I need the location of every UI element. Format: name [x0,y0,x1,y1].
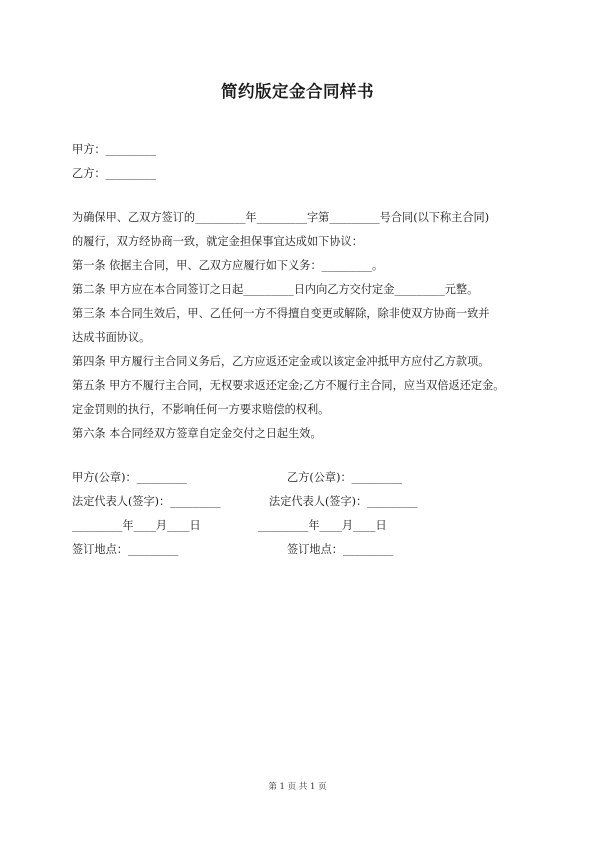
clause-2: 第二条 甲方应在本合同签订之日起_________日内向乙方交付定金_________元整。 [72,283,479,296]
body-line: 的履行，双方经协商一致，就定金担保事宜达成如下协议： [72,235,363,248]
clause-5-cont: 定金罚则的执行，不影响任何一方要求赔偿的权利。 [72,403,330,416]
clause-6: 第六条 本合同经双方签章自定金交付之日起生效。 [72,427,322,440]
party-b-line: 乙方：_________ [72,167,156,180]
clause-4: 第四条 甲方履行主合同义务后，乙方应返还定金或以该定金冲抵甲方应付乙方款项。 [72,355,490,368]
clause-3-cont: 达成书面协议。 [72,331,151,344]
party-a-place: 签订地点：_________ [72,543,179,556]
party-a-line: 甲方：_________ [72,143,156,156]
party-b-place: 签订地点：_________ [287,543,394,556]
party-a-seal: 甲方(公章)：_________ [72,471,188,484]
page-title: 简约版定金合同样书 [221,82,374,101]
party-a-rep: 法定代表人(签字)：_________ [72,495,221,508]
clause-3: 第三条 本合同生效后，甲、乙任何一方不得擅自变更或解除，除非使双方协商一致并 [72,307,490,320]
party-b-date: _________年____月____日 [258,519,387,532]
party-b-rep: 法定代表人(签字)：_________ [269,495,418,508]
page-footer: 第 1 页 共 1 页 [268,782,327,792]
clause-1: 第一条 依据主合同，甲、乙双方应履行如下义务：_________。 [72,259,384,272]
body-line: 为确保甲、乙双方签订的_________年_________字第_________号合同(以下称主合同) [72,211,490,224]
party-b-seal: 乙方(公章)：_________ [287,471,403,484]
clause-5: 第五条 甲方不履行主合同，无权要求返还定金;乙方不履行主合同，应当双倍返还定金。 [72,379,505,392]
party-a-date: _________年____月____日 [72,519,201,532]
